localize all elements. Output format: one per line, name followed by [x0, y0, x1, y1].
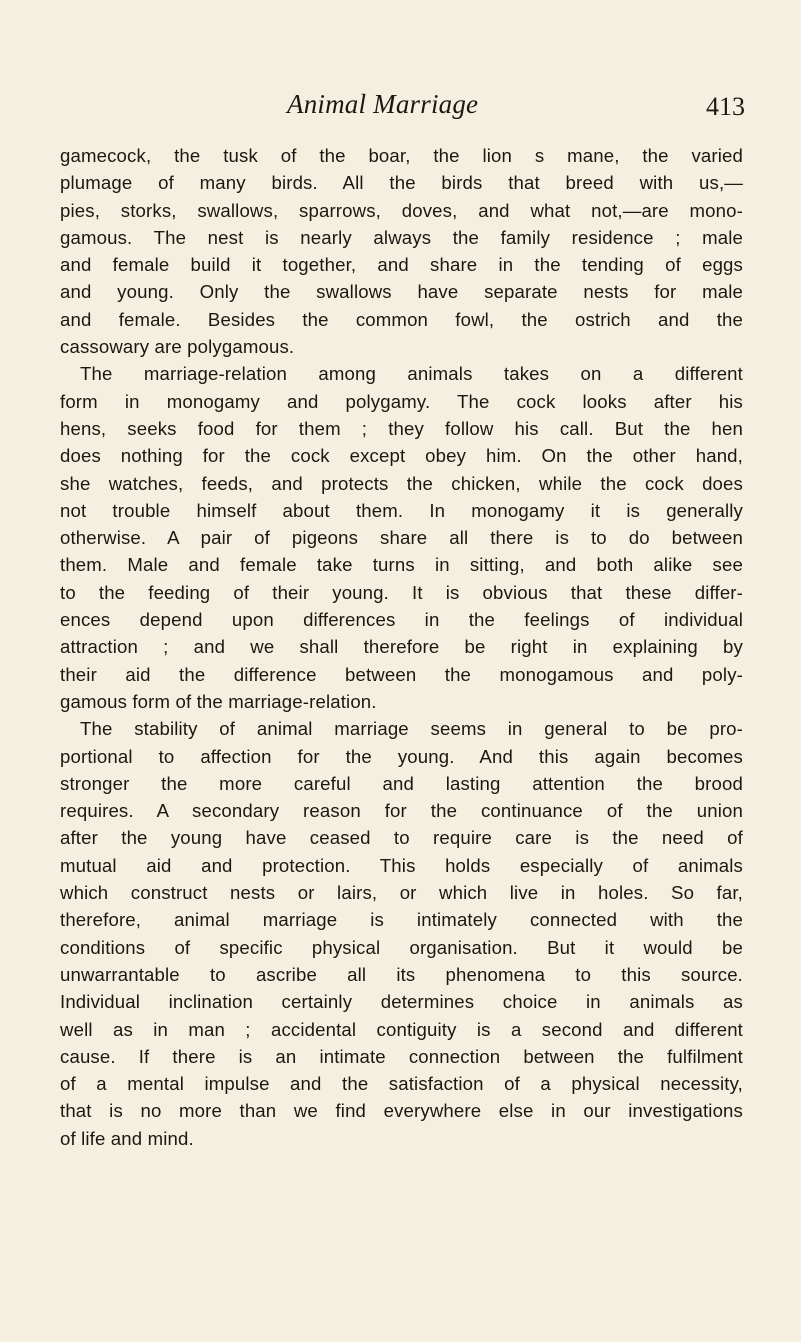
text-line: them. Male and female take turns in sitting, and both alike see	[60, 554, 743, 576]
text-line: which construct nests or lairs, or which live in holes. So far,	[60, 882, 743, 904]
text-line: cause. If there is an intimate connection between the fulfilment	[60, 1045, 743, 1067]
text-line: hens, seeks food for them ; they follow his call. But the hen	[60, 417, 743, 439]
text-line: requires. A secondary reason for the continuance of the union	[60, 800, 743, 822]
text-line: therefore, animal marriage is intimately connected with the	[60, 909, 743, 931]
text-line: stronger the more careful and lasting attention the brood	[60, 772, 743, 794]
text-line: unwarrantable to ascribe all its phenomena to this source.	[60, 963, 743, 985]
running-title: Animal Marriage	[287, 89, 479, 119]
paragraph	[60, 360, 743, 715]
text-line: after the young have ceased to require care is the need of	[60, 827, 743, 849]
text-line: plumage of many birds. All the birds that breed with us,—	[60, 172, 743, 194]
text-line: not trouble himself about them. In monogamy it is generally	[60, 499, 743, 521]
text-line: does nothing for the cock except obey him. On the other hand,	[60, 445, 743, 467]
page-header	[0, 88, 801, 128]
text-line: she watches, feeds, and protects the chicken, while the cock does	[60, 472, 743, 494]
text-line: conditions of specific physical organisation. But it would be	[60, 936, 743, 958]
text-line: and young. Only the swallows have separate nests for male	[60, 281, 743, 303]
text-line: to the feeding of their young. It is obvious that these differ-	[60, 581, 743, 603]
text-line: attraction ; and we shall therefore be right in explaining by	[60, 636, 743, 658]
text-line: gamous. The nest is nearly always the family residence ; male	[60, 226, 743, 248]
text-line: of a mental impulse and the satisfaction of a physical necessity,	[60, 1073, 743, 1095]
paragraph	[60, 142, 743, 360]
paragraph	[60, 715, 743, 1152]
page-number: 413	[706, 92, 745, 121]
text-line: ences depend upon differences in the feelings of individual	[60, 609, 743, 631]
text-line: their aid the difference between the monogamous and poly-	[60, 663, 743, 685]
text-line: and female. Besides the common fowl, the ostrich and the	[60, 308, 743, 330]
text-line: pies, storks, swallows, sparrows, doves, and what not,—are mono-	[60, 199, 743, 221]
text-line: mutual aid and protection. This holds especially of animals	[60, 854, 743, 876]
text-line: otherwise. A pair of pigeons share all there is to do between	[60, 527, 743, 549]
text-line: portional to affection for the young. And this again becomes	[60, 745, 743, 767]
body-text	[60, 142, 743, 1152]
text-line: gamous form of the marriage-relation.	[60, 690, 377, 712]
text-line: form in monogamy and polygamy. The cock looks after his	[60, 390, 743, 412]
text-line: of life and mind.	[60, 1127, 194, 1149]
text-line: Individual inclination certainly determines choice in animals as	[60, 991, 743, 1013]
text-line: and female build it together, and share in the tending of eggs	[60, 254, 743, 276]
text-line: The marriage-relation among animals takes on a different	[80, 363, 743, 385]
text-line: The stability of animal marriage seems in general to be pro-	[80, 718, 743, 740]
text-line: well as in man ; accidental contiguity is a second and different	[60, 1018, 743, 1040]
text-line: that is no more than we find everywhere else in our investigations	[60, 1100, 743, 1122]
text-line: cassowary are polygamous.	[60, 336, 295, 358]
text-line: gamecock, the tusk of the boar, the lion s mane, the varied	[60, 145, 743, 166]
